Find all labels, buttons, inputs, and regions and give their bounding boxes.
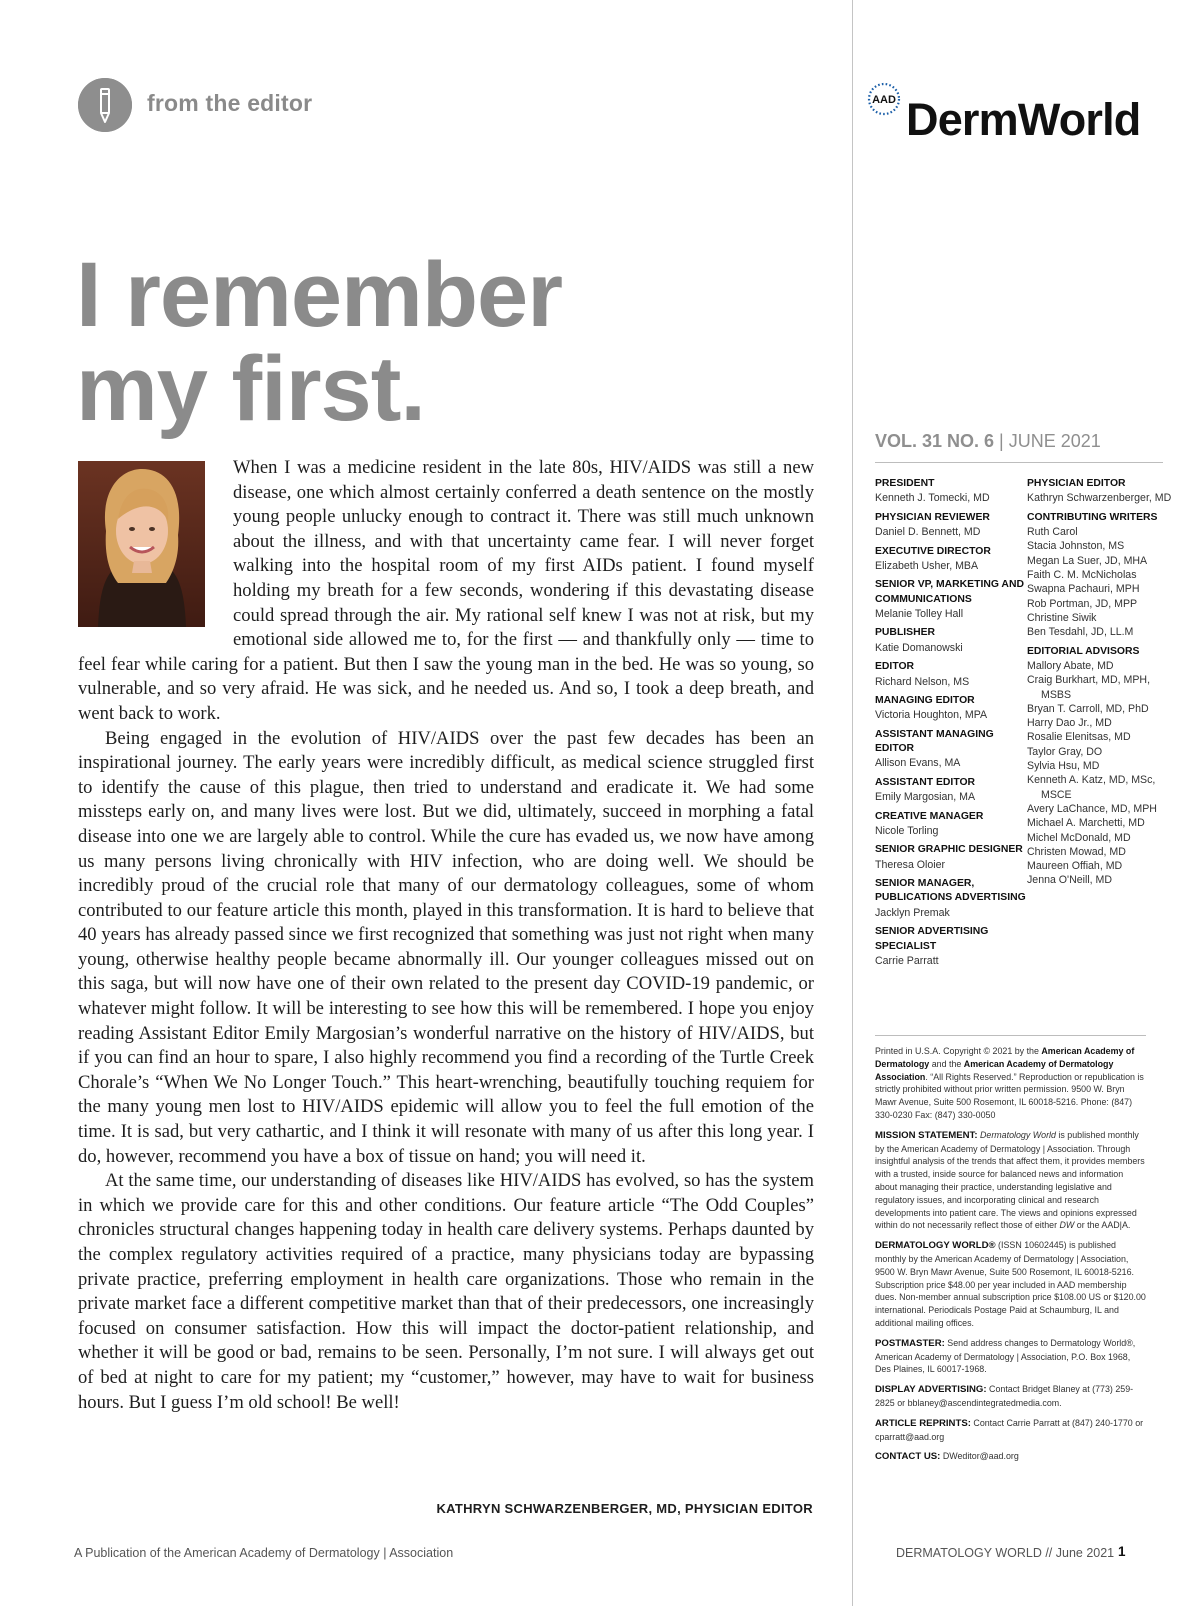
staff-role: SENIOR GRAPHIC DESIGNER bbox=[875, 844, 1023, 856]
mission-dw: DW bbox=[1059, 1220, 1075, 1231]
staff-name: Michel McDonald, MD bbox=[1027, 831, 1131, 844]
staff-role: CREATIVE MANAGER bbox=[875, 810, 984, 822]
contact-label: CONTACT US: bbox=[875, 1451, 941, 1463]
staff-group bbox=[875, 626, 1033, 655]
staff-name: Carrie Parratt bbox=[875, 954, 939, 967]
display-ad-label: DISPLAY ADVERTISING: bbox=[875, 1384, 987, 1396]
staff-name: Swapna Pachauri, MPH bbox=[1027, 583, 1140, 596]
staff-name: Ben Tesdahl, JD, LL.M bbox=[1027, 626, 1134, 639]
staff-group bbox=[875, 694, 1033, 723]
staff-name: Melanie Tolley Hall bbox=[875, 607, 964, 620]
staff-name: Christine Siwik bbox=[1027, 611, 1097, 624]
staff-list-left bbox=[875, 477, 1033, 973]
article-headline bbox=[76, 244, 796, 440]
page-number: 1 bbox=[1118, 1544, 1126, 1559]
staff-list-right bbox=[1027, 477, 1177, 893]
staff-role: EDITOR bbox=[875, 661, 915, 673]
staff-name: Kathryn Schwarzenberger, MD bbox=[1027, 492, 1172, 505]
staff-group bbox=[1027, 477, 1177, 506]
staff-name: Katie Domanowski bbox=[875, 641, 963, 654]
staff-role: EXECUTIVE DIRECTOR bbox=[875, 545, 991, 557]
portrait-space bbox=[78, 456, 233, 636]
staff-group bbox=[875, 925, 1033, 968]
staff-name: Bryan T. Carroll, MD, PhD bbox=[1027, 702, 1149, 715]
aad-logo-icon bbox=[866, 81, 902, 117]
paragraph-1: When I was a medicine resident in the late 80s, HIV/AIDS was still a new disease, one which almost certainly conferred a death sentence on the mostly young people unlucky enough to contract it. There was still much unknown about the illness, and with that uncertainty came fear. I will never forget walking into the hospital room of my first AIDs patient. I found myself holding my breath for a few seconds, wondering if this devastating disease could spread through the air. My rational self knew I was not at risk, but my emotional side allowed me to, for the first — and thankfully only — time to feel fear while caring for a patient. But then I saw the young man in the bed. He was so young, so vulnerable, and so very afraid. He was sick, and he needed us. And so, I took a deep breath, and went back to work. bbox=[78, 457, 814, 724]
staff-group bbox=[875, 578, 1033, 621]
publication-info bbox=[875, 1045, 1147, 1471]
footer-issue: DERMATOLOGY WORLD // June 2021 bbox=[896, 1546, 1115, 1560]
staff-role: CONTRIBUTING WRITERS bbox=[1027, 511, 1158, 523]
copyright-org-2: American Academy of Dermatology Association bbox=[875, 1058, 1114, 1082]
staff-group bbox=[875, 877, 1033, 920]
postmaster-notice bbox=[875, 1337, 1147, 1376]
issn-statement bbox=[875, 1239, 1147, 1330]
staff-role: SENIOR MANAGER, PUBLICATIONS ADVERTISING bbox=[875, 878, 1026, 904]
staff-role: EDITORIAL ADVISORS bbox=[1027, 645, 1140, 657]
headline-line-1: I remember bbox=[76, 244, 563, 346]
column-divider bbox=[852, 0, 853, 1606]
staff-group bbox=[875, 477, 1033, 506]
staff-name: Harry Dao Jr., MD bbox=[1027, 717, 1112, 730]
volume-number: VOL. 31 NO. 6 bbox=[875, 431, 995, 451]
staff-name: Allison Evans, MA bbox=[875, 757, 961, 770]
staff-group bbox=[875, 660, 1033, 689]
staff-name: Sylvia Hsu, MD bbox=[1027, 760, 1100, 773]
staff-role: PUBLISHER bbox=[875, 627, 936, 639]
staff-group bbox=[875, 728, 1033, 771]
author-signature: KATHRYN SCHWARZENBERGER, MD, PHYSICIAN EDITOR bbox=[436, 1501, 813, 1516]
staff-role: PRESIDENT bbox=[875, 478, 935, 489]
staff-role: MANAGING EDITOR bbox=[875, 694, 975, 706]
staff-name: Stacia Johnston, MS bbox=[1027, 540, 1125, 553]
headline-line-2: my first. bbox=[76, 338, 425, 440]
staff-name: Maureen Offiah, MD bbox=[1027, 860, 1123, 873]
staff-group bbox=[875, 545, 1033, 574]
staff-group bbox=[875, 776, 1033, 805]
reprints-text: Contact Carrie Parratt at (847) 240-1770 or cparratt@aad.org bbox=[875, 1417, 1144, 1442]
staff-role: SENIOR ADVERTISING SPECIALIST bbox=[875, 926, 989, 952]
staff-name: Avery LaChance, MD, MPH bbox=[1027, 802, 1157, 815]
paragraph-3: At the same time, our understanding of diseases like HIV/AIDS has evolved, so has the system in which we provide care for this and other conditions. Our feature article “The Odd Couples” chronicles structural changes happening today in health care delivery systems. Perhaps daunted by the complex regulatory activities required of a practice, many physicians today are bypassing private practice, preferring employment in health care organizations. Those who remain in the private market face a different competitive market than that of their predecessors, one increasingly focused on consumer satisfaction. How this will impact the doctor-patient relationship, and whether it will be good or bad, remains to be seen. Personally, I’m not sure. I will always get out of bed at night to care for my patient; my “customer,” however, may have to wait for business hours. But I guess I’m old school! Be well! bbox=[78, 1170, 814, 1413]
staff-name: Faith C. M. McNicholas bbox=[1027, 568, 1137, 581]
volume-divider bbox=[875, 462, 1163, 463]
copyright-org-1: American Academy of Dermatology bbox=[875, 1046, 1135, 1069]
issn-text: (ISSN 10602445) is published monthly by the American Academy of Dermatology | Association, 9500 W. Bryn Mawr Avenue, Suite 500 Rosemont, IL 60018-5216. Subscription price $48.00 per year included in AAD membership dues. Non-member annual subscription price $108.00 US or $120.00 international. Periodicals Postage Paid at Schaumburg, IL and additional mailing offices. bbox=[875, 1240, 1146, 1328]
copyright-rest: “All Rights Reserved.” Reproduction or republication is strictly prohibited without prior written permission. 9500 W. Bryn Mawr Avenue, Suite 500 Rosemont, IL 60018-5216. Phone: (847) 330-0230 Fax: (847) 330-0050 bbox=[875, 1071, 1144, 1120]
staff-name: Kenneth A. Katz, MD, MSc, MSCE bbox=[1027, 774, 1156, 801]
staff-name: Victoria Houghton, MPA bbox=[875, 709, 988, 722]
staff-name: Megan La Suer, JD, MHA bbox=[1027, 554, 1148, 567]
contact-text: DWeditor@aad.org bbox=[940, 1451, 1019, 1462]
staff-name: Taylor Gray, DO bbox=[1027, 745, 1103, 758]
staff-name: Mallory Abate, MD bbox=[1027, 659, 1114, 672]
staff-name: Rob Portman, JD, MPP bbox=[1027, 597, 1138, 610]
staff-role: SENIOR VP, MARKETING AND COMMUNICATIONS bbox=[875, 579, 1024, 605]
staff-name: Emily Margosian, MA bbox=[875, 791, 976, 804]
mission-text: is published monthly by the American Academy of Dermatology | Association. Through insightful analysis of the trends that affect them, it provides members with a trusted, inside source for balanced news and information about managing their practice, understanding legislative and regulatory issues, and incorporating clinical and research developments into patient care. The views and opinions expressed within do not necessarily reflect those of either bbox=[875, 1129, 1145, 1231]
paragraph-2: Being engaged in the evolution of HIV/AIDS over the past few decades has been an inspirational journey. The early years were incredibly difficult, as medical science struggled first to identify the cause of this plague, then tried to understand and eradicate it. We had some missteps early on, and many lives were lost. But we did, ultimately, succeed in morphing a fatal disease into one we are largely able to control. While the cure has evaded us, we now have among us many persons living chronically with HIV infection, who are doing well. We should be incredibly proud of the crucial role that many of our dermatology colleagues, some of whom contributed to our feature article this month, played in this transformation. It is hard to believe that 40 years has already passed since we first recognized that something was just not right when many young, otherwise healthy people became abnormally ill. Our younger colleagues missed out on this saga, but will now have one of their own related to the present day COVID-19 pandemic, or whatever might follow. It will be interesting to see how this will be remembered. I hope you enjoy reading Assistant Editor Emily Margosian’s wonderful narrative on the history of HIV/AIDS, but if you can find an hour to spare, I also highly recommend you find a recording of the Turtle Creek Chorale’s “When We No Longer Touch.” This heart-wrenching, beautifully touching requiem for the many young men lost to HIV/AIDS epidemic will allow you to feel the full emotion of the time. It is sad, but very cathartic, and I think it will resonate with many of us after this long year. I do, however, recommend you have a box of tissue on hand; you will need it. bbox=[78, 727, 814, 1167]
staff-name: Richard Nelson, MS bbox=[875, 675, 970, 688]
staff-name: Nicole Torling bbox=[875, 824, 939, 837]
copyright-and: and the bbox=[929, 1058, 962, 1069]
contact-us bbox=[875, 1450, 1147, 1464]
staff-role: PHYSICIAN EDITOR bbox=[1027, 478, 1126, 489]
article-body bbox=[78, 456, 814, 1415]
staff-name: Ruth Carol bbox=[1027, 526, 1078, 539]
staff-name: Theresa Oloier bbox=[875, 858, 946, 871]
copyright-notice: Printed in U.S.A. Copyright © 2021 by the American Academy of Dermatology and the American Academy of Dermatology Association. “All Rights Reserved.” Reproduction or republication is strictly prohibited without prior written permission. 9500 W. Bryn Mawr Avenue, Suite 500 Rosemont, IL 60018-5216. Phone: (847) 330-0230 Fax: (847) 330-0050 bbox=[875, 1046, 1144, 1120]
staff-name: Elizabeth Usher, MBA bbox=[875, 559, 979, 572]
staff-role: ASSISTANT EDITOR bbox=[875, 776, 976, 788]
staff-name: Craig Burkhart, MD, MPH, MSBS bbox=[1027, 674, 1151, 701]
staff-role: ASSISTANT MANAGING EDITOR bbox=[875, 728, 994, 755]
issue-date: | JUNE 2021 bbox=[994, 431, 1101, 451]
staff-name: Jenna O'Neill, MD bbox=[1027, 874, 1113, 887]
info-divider bbox=[875, 1035, 1146, 1036]
staff-name: Jacklyn Premak bbox=[875, 906, 950, 919]
copyright-line: Printed in U.S.A. Copyright © 2021 by the bbox=[875, 1046, 1039, 1056]
staff-name: Christen Mowad, MD bbox=[1027, 845, 1126, 858]
staff-name: Daniel D. Bennett, MD bbox=[875, 526, 981, 539]
postmaster-label: POSTMASTER: bbox=[875, 1337, 945, 1349]
mission-end: or the AAD|A. bbox=[1074, 1220, 1131, 1231]
staff-group bbox=[1027, 645, 1177, 888]
staff-name: Michael A. Marchetti, MD bbox=[1027, 817, 1145, 830]
section-label: from the editor bbox=[147, 90, 313, 116]
volume-issue bbox=[875, 431, 1101, 452]
reprints-label: ARTICLE REPRINTS: bbox=[875, 1417, 971, 1429]
display-ad-text: Contact Bridget Blaney at (773) 259-2825 or bblaney@ascendintegratedmedia.com. bbox=[875, 1384, 1134, 1408]
publication-credit: A Publication of the American Academy of Dermatology | Association bbox=[74, 1546, 454, 1560]
brand-logo: DermWorld bbox=[906, 94, 1141, 145]
mission-statement bbox=[875, 1129, 1147, 1232]
issn-label: DERMATOLOGY WORLD® bbox=[875, 1240, 996, 1252]
postmaster-text: Send address changes to Dermatology World®, American Academy of Dermatology | Association, P.O. Box 1968, Des Plaines, IL 60017-1968. bbox=[875, 1337, 1136, 1375]
staff-name: Kenneth J. Tomecki, MD bbox=[875, 492, 990, 505]
staff-group bbox=[875, 810, 1033, 839]
staff-name: Rosalie Elenitsas, MD bbox=[1027, 731, 1131, 744]
staff-role: PHYSICIAN REVIEWER bbox=[875, 511, 990, 523]
staff-group bbox=[875, 843, 1033, 872]
staff-group bbox=[1027, 511, 1177, 640]
display-advertising bbox=[875, 1383, 1147, 1410]
staff-group bbox=[875, 511, 1033, 540]
article-reprints bbox=[875, 1417, 1147, 1444]
mission-pub: Dermatology World bbox=[979, 1129, 1056, 1140]
aad-logo-text: AAD bbox=[872, 94, 896, 106]
mission-label: MISSION STATEMENT: bbox=[875, 1129, 978, 1141]
pen-icon bbox=[78, 78, 132, 132]
